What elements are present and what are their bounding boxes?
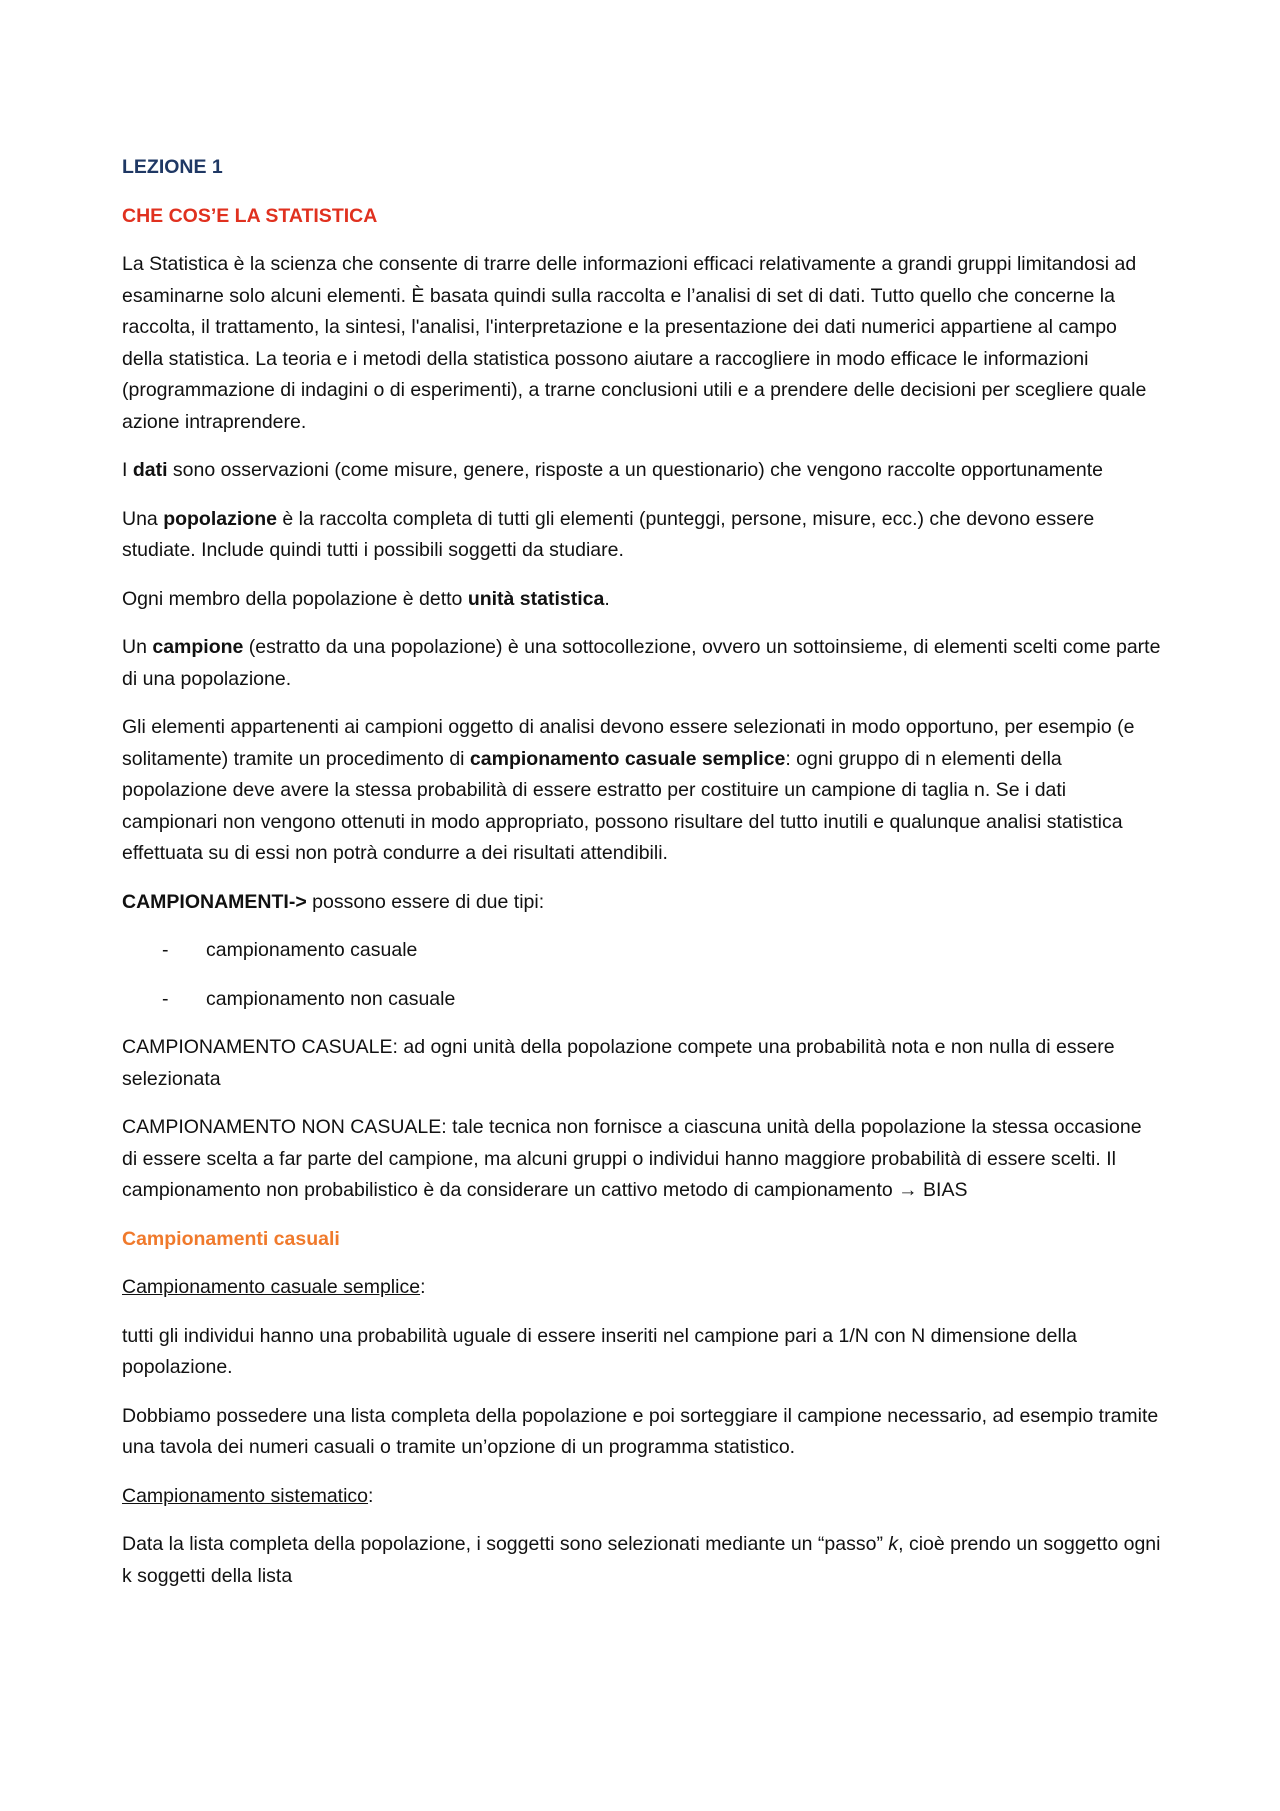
sistematico-heading: Campionamento sistematico:	[122, 1484, 374, 1507]
semplice-paragraph-1: tutti gli individui hanno una probabilità uguale di essere inseriti nel campione pari a 1/N con N dimensione della popolazione.	[122, 1324, 1077, 1378]
term-k: k	[888, 1533, 899, 1555]
lesson-label: LEZIONE 1	[122, 156, 223, 178]
casuale-definition: CAMPIONAMENTO CASUALE: ad ogni unità della popolazione compete una probabilità nota e non nulla di essere selezionata	[122, 1036, 1115, 1090]
dash-marker: -	[162, 987, 169, 1010]
tipi-list	[122, 935, 1162, 1015]
list-item: - campionamento casuale	[122, 935, 1162, 967]
semplice-heading: Campionamento casuale semplice:	[122, 1276, 426, 1298]
page-title: CHE COS’E LA STATISTICA	[122, 204, 378, 227]
term-popolazione: popolazione	[163, 507, 277, 530]
dati-paragraph: I dati sono osservazioni (come misure, genere, risposte a un questionario) che vengono raccolte opportunamente	[122, 459, 1103, 481]
intro-paragraph: La Statistica è la scienza che consente di trarre delle informazioni efficaci relativamente a grandi gruppi limitandosi ad esaminarne solo alcuni elementi. È basata quindi sulla raccolta e l’analisi di set di dati. Tutto quello che concerne la raccolta, il trattamento, la sintesi, l'analisi, l'interpretazione e la presentazione dei dati numerici appartiene al campo della statistica. La teoria e i metodi della statistica possono aiutare a raccogliere in modo efficace le informazioni (programmazione di indagini o di esperimenti), a trarne conclusioni utili e a prendere delle decisioni per scegliere quale azione intraprendere.	[122, 253, 1147, 433]
term-unita-statistica: unità statistica	[467, 587, 605, 610]
term-dati: dati	[132, 459, 168, 481]
popolazione-paragraph: Una popolazione è la raccolta completa di tutti gli elementi (punteggi, persone, misure, ecc.) che devono essere studiate. Include quindi tutti i possibili soggetti da studiare.	[122, 507, 1095, 561]
sistematico-paragraph: Data la lista completa della popolazione, i soggetti sono selezionati mediante un “passo” k, cioè prendo un soggetto ogni k soggetti della lista	[122, 1533, 1161, 1587]
term-campionamento-casuale-semplice: campionamento casuale semplice	[469, 747, 786, 770]
dash-marker: -	[162, 939, 169, 961]
campionamenti-paragraph: CAMPIONAMENTI-> possono essere di due tipi:	[122, 890, 545, 913]
semplice-paragraph-2: Dobbiamo possedere una lista completa della popolazione e poi sorteggiare il campione necessario, ad esempio tramite una tavola dei numeri casuali o tramite un’opzione di un programma statistico.	[122, 1404, 1159, 1458]
selezione-paragraph: Gli elementi appartenenti ai campioni oggetto di analisi devono essere selezionati in modo opportuno, per esempio (e solitamente) tramite un procedimento di campionamento casuale semplice: ogni gruppo di n elementi della popolazione deve avere la stessa probabilità di essere estratto per costituire un campione di taglia n. Se i dati campionari non vengono ottenuti in modo appropriato, possono risultare del tutto inutili e qualunque analisi statistica effettuata su di essi non potrà condurre a dei risultati attendibili.	[122, 716, 1135, 864]
unita-paragraph: Ogni membro della popolazione è detto unità statistica.	[122, 587, 610, 610]
term-campionamenti: CAMPIONAMENTI->	[122, 890, 307, 913]
non-casuale-definition: CAMPIONAMENTO NON CASUALE: tale tecnica non fornisce a ciascuna unità della popolazione la stessa occasione di essere scelta a far parte del campione, ma alcuni gruppi o individui hanno maggiore probabilità di essere scelti. Il campionamento non probabilistico è da considerare un cattivo metodo di campionamento → BIAS	[122, 1116, 1142, 1201]
section-heading-casuali: Campionamenti casuali	[122, 1227, 340, 1250]
campione-paragraph: Un campione (estratto da una popolazione) è una sottocollezione, ovvero un sottoinsieme, di elementi scelti come parte di una popolazione.	[122, 636, 1161, 690]
list-item: - campionamento non casuale	[122, 984, 1162, 1016]
term-campione: campione	[152, 636, 244, 658]
